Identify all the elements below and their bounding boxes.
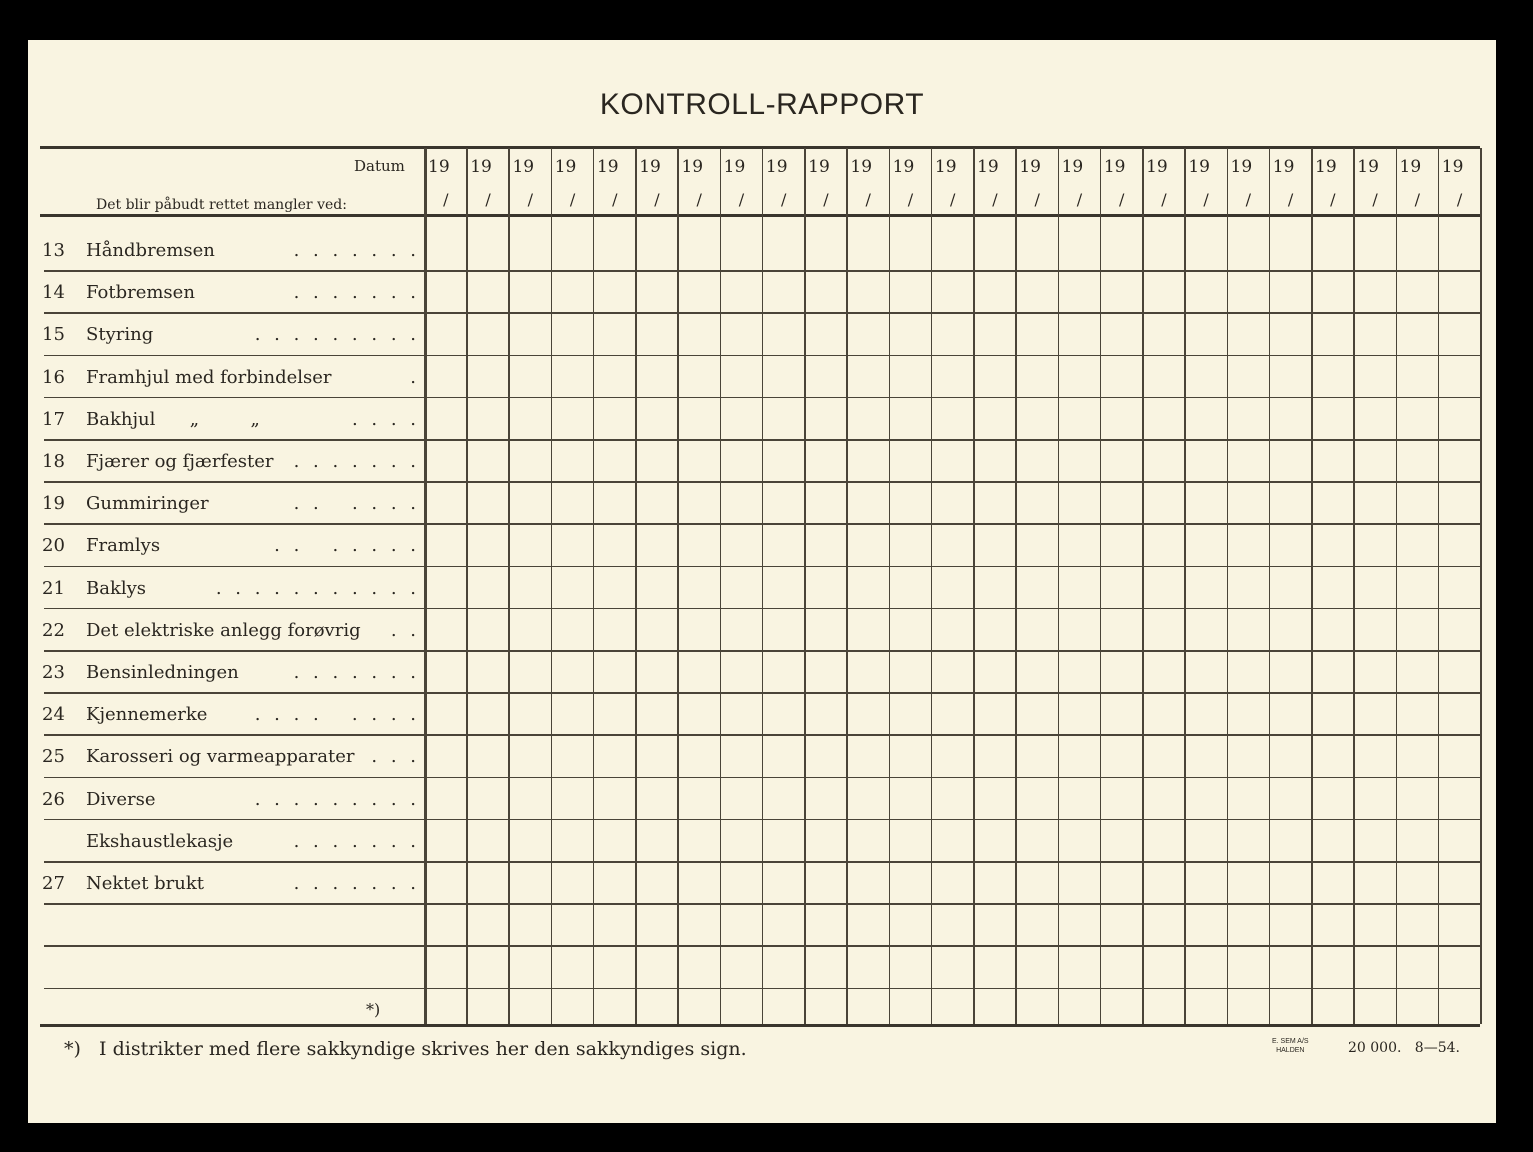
year-prefix: 19 bbox=[892, 157, 915, 177]
grid-column-line bbox=[889, 148, 891, 1024]
year-prefix: 19 bbox=[1272, 157, 1295, 177]
grid-column-line bbox=[804, 148, 806, 1024]
row-dots: . . . . . . . . . bbox=[254, 788, 420, 810]
date-slash: / bbox=[1372, 190, 1378, 209]
grid-column-line bbox=[1142, 148, 1144, 1024]
grid-row-line bbox=[44, 988, 1480, 990]
year-prefix: 19 bbox=[1230, 157, 1253, 177]
inspection-row bbox=[42, 451, 422, 491]
header-subtitle: Det blir påbudt rettet mangler ved: bbox=[96, 197, 347, 213]
year-prefix: 19 bbox=[723, 157, 746, 177]
row-number: 17 bbox=[42, 408, 65, 430]
form-title: KONTROLL-RAPPORT bbox=[599, 88, 925, 121]
date-slash: / bbox=[612, 190, 618, 209]
date-slash: / bbox=[1287, 190, 1294, 209]
grid-column-line bbox=[1438, 148, 1440, 1024]
year-prefix: 19 bbox=[1188, 157, 1210, 177]
grid-column-line bbox=[1311, 148, 1313, 1024]
row-dots: . . . . . . bbox=[293, 493, 420, 515]
inspection-row bbox=[42, 620, 422, 660]
row-number: 26 bbox=[42, 788, 65, 810]
date-slash: / bbox=[1118, 190, 1125, 209]
printer-mark bbox=[1272, 1037, 1309, 1055]
year-prefix: 19 bbox=[765, 157, 788, 177]
date-slash: / bbox=[1076, 190, 1083, 209]
year-prefix: 19 bbox=[1315, 157, 1337, 177]
year-prefix: 19 bbox=[1103, 157, 1126, 177]
year-prefix: 19 bbox=[428, 157, 450, 177]
year-prefix: 19 bbox=[977, 157, 999, 177]
print-number: 20 000. 8—54. bbox=[1348, 1040, 1460, 1056]
row-number: 23 bbox=[42, 662, 65, 683]
inspection-row bbox=[42, 493, 422, 533]
row-dots: . . . . . . . bbox=[293, 282, 420, 304]
row-number: 13 bbox=[42, 240, 65, 261]
row-number: 21 bbox=[42, 577, 65, 599]
header-datum: Datum bbox=[354, 157, 405, 175]
date-slash: / bbox=[1161, 190, 1167, 209]
date-slash: / bbox=[1034, 190, 1040, 209]
row-label: Framhjul med forbindelser bbox=[86, 366, 332, 388]
grid-column-line bbox=[424, 148, 427, 1024]
grid-column-line bbox=[508, 148, 510, 1024]
grid-column-line bbox=[1396, 148, 1398, 1024]
date-slash: / bbox=[865, 190, 871, 209]
signature-mark: *) bbox=[366, 1000, 381, 1019]
row-dots: . . . . . . . . . . . bbox=[215, 577, 420, 599]
grid-column-line bbox=[1269, 148, 1271, 1024]
inspection-row bbox=[42, 282, 422, 322]
row-number: 25 bbox=[42, 746, 65, 768]
year-prefix: 19 bbox=[1061, 157, 1084, 177]
row-number: 20 bbox=[42, 535, 65, 557]
year-prefix: 19 bbox=[808, 157, 830, 177]
row-number: 19 bbox=[42, 493, 65, 515]
row-label: Ekshaustlekasje bbox=[86, 830, 234, 852]
top-rule bbox=[40, 146, 1480, 149]
row-dots: . . . . . . . bbox=[293, 830, 420, 852]
date-slash: / bbox=[949, 190, 956, 209]
date-slash: / bbox=[527, 190, 533, 209]
footnote: *) I distrikter med flere sakkyndige skrives her den sakkyndiges sign. bbox=[64, 1038, 747, 1060]
year-prefix: 19 bbox=[1019, 157, 1041, 177]
date-slash: / bbox=[1414, 190, 1421, 209]
inspection-row bbox=[42, 367, 422, 407]
date-slash: / bbox=[1456, 190, 1463, 209]
inspection-row bbox=[42, 704, 422, 744]
date-slash: / bbox=[781, 190, 787, 209]
date-slash: / bbox=[907, 190, 914, 209]
row-label: Bakhjul „ „ bbox=[86, 408, 260, 430]
grid-column-line bbox=[1015, 148, 1017, 1024]
row-label: Håndbremsen bbox=[86, 240, 215, 261]
grid-column-line bbox=[466, 148, 468, 1024]
grid-column-line bbox=[1184, 148, 1186, 1024]
grid-column-line bbox=[551, 148, 553, 1024]
row-dots: . . . . . . . . . bbox=[254, 324, 420, 346]
row-label: Bensinledningen bbox=[86, 662, 239, 683]
row-dots: . . . . . . . bbox=[293, 662, 420, 683]
row-number: 15 bbox=[42, 324, 65, 346]
row-number: 27 bbox=[42, 873, 65, 894]
year-prefix: 19 bbox=[1146, 157, 1168, 177]
inspection-row bbox=[42, 535, 422, 575]
row-dots: . . . . . . . bbox=[274, 535, 420, 557]
grid-column-line bbox=[1058, 148, 1060, 1024]
year-prefix: 19 bbox=[681, 157, 704, 177]
inspection-row bbox=[42, 831, 422, 871]
date-slash: / bbox=[1203, 190, 1209, 209]
inspection-row bbox=[42, 746, 422, 786]
row-dots: . . . . . . . bbox=[293, 451, 420, 472]
date-slash: / bbox=[654, 190, 660, 209]
date-slash: / bbox=[823, 190, 829, 209]
inspection-row bbox=[42, 578, 422, 618]
inspection-row bbox=[42, 240, 422, 280]
row-dots: . . . . . . . bbox=[293, 240, 420, 261]
printer-name: E. SEM A/S bbox=[1272, 1038, 1309, 1045]
bottom-rule bbox=[40, 1024, 1480, 1027]
date-slash: / bbox=[992, 190, 998, 209]
row-label: Karosseri og varmeapparater bbox=[86, 746, 355, 768]
row-label: Baklys bbox=[86, 577, 147, 599]
year-prefix: 19 bbox=[512, 157, 535, 177]
row-number: 18 bbox=[42, 451, 65, 472]
row-label: Framlys bbox=[86, 535, 161, 557]
year-prefix: 19 bbox=[554, 157, 577, 177]
year-prefix: 19 bbox=[850, 157, 873, 177]
row-dots: . . bbox=[390, 619, 420, 641]
grid-column-line bbox=[1353, 148, 1355, 1024]
grid-column-line bbox=[1100, 148, 1102, 1024]
year-prefix: 19 bbox=[639, 157, 661, 177]
row-dots: . . . bbox=[371, 746, 420, 768]
grid-column-line bbox=[973, 148, 975, 1024]
grid-column-line bbox=[1480, 148, 1482, 1024]
grid-column-line bbox=[1227, 148, 1229, 1024]
row-number: 24 bbox=[42, 704, 65, 726]
inspection-row bbox=[42, 789, 422, 829]
row-dots: . . . . . . . bbox=[293, 873, 420, 894]
row-label: Fotbremsen bbox=[86, 282, 195, 304]
grid-column-line bbox=[762, 148, 764, 1024]
row-label: Diverse bbox=[86, 788, 156, 810]
row-label: Det elektriske anlegg forøvrig bbox=[86, 619, 361, 641]
date-slash: / bbox=[1245, 190, 1252, 209]
grid-row-line bbox=[44, 945, 1480, 947]
year-prefix: 19 bbox=[1441, 157, 1464, 177]
grid-column-line bbox=[677, 148, 679, 1024]
row-label: Nektet brukt bbox=[86, 873, 205, 894]
row-label: Gummiringer bbox=[86, 493, 209, 515]
year-prefix: 19 bbox=[1399, 157, 1422, 177]
grid-column-line bbox=[931, 148, 933, 1024]
grid-column-line bbox=[846, 148, 848, 1024]
row-label: Styring bbox=[86, 324, 154, 346]
grid-column-line bbox=[635, 148, 637, 1024]
row-label: Kjennemerke bbox=[86, 704, 208, 726]
row-number: 22 bbox=[42, 619, 65, 641]
year-prefix: 19 bbox=[470, 157, 492, 177]
inspection-row bbox=[42, 662, 422, 702]
date-slash: / bbox=[485, 190, 491, 209]
year-prefix: 19 bbox=[1357, 157, 1379, 177]
form-card bbox=[28, 40, 1496, 1123]
row-number: 14 bbox=[42, 282, 65, 304]
inspection-row bbox=[42, 873, 422, 913]
row-dots: . bbox=[410, 366, 420, 388]
year-prefix: 19 bbox=[596, 157, 619, 177]
grid-column-line bbox=[720, 148, 722, 1024]
date-slash: / bbox=[443, 190, 449, 209]
date-slash: / bbox=[569, 190, 576, 209]
row-dots: . . . . . . . . bbox=[254, 704, 420, 726]
inspection-row bbox=[42, 409, 422, 449]
header-rule bbox=[40, 214, 1480, 217]
row-dots: . . . . bbox=[351, 408, 420, 430]
inspection-row bbox=[42, 324, 422, 364]
date-slash: / bbox=[1330, 190, 1336, 209]
row-number: 16 bbox=[42, 366, 65, 388]
date-slash: / bbox=[738, 190, 745, 209]
grid-column-line bbox=[593, 148, 595, 1024]
date-slash: / bbox=[696, 190, 702, 209]
printer-city: HALDEN bbox=[1276, 1047, 1305, 1054]
row-label: Fjærer og fjærfester bbox=[86, 451, 274, 472]
year-prefix: 19 bbox=[934, 157, 957, 177]
